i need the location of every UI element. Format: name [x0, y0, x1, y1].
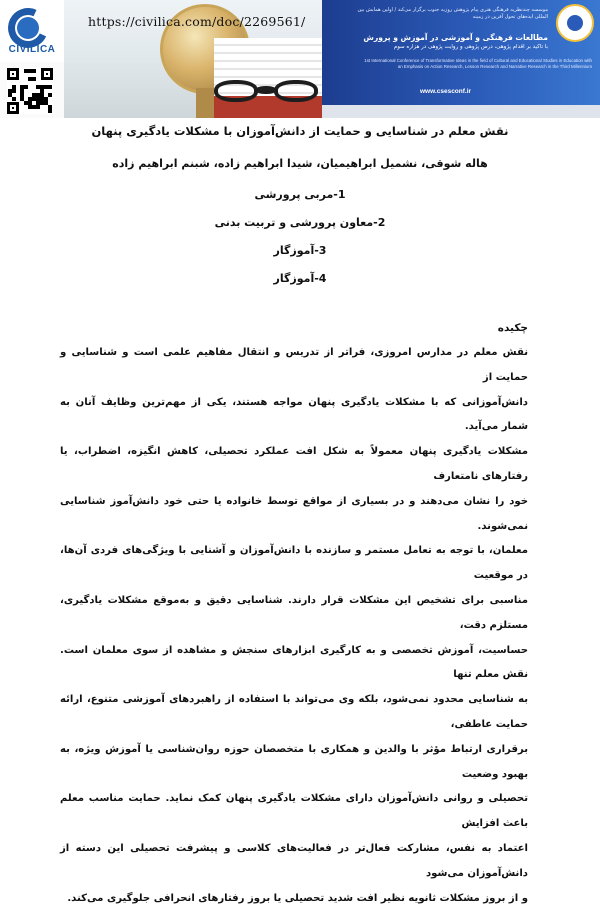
document-url[interactable]: https://civilica.com/doc/2269561/: [88, 14, 306, 29]
abstract-line: به شناسایی محدود نمی‌شود، بلکه وی می‌تواند با استفاده از راهبردهای آموزشی متنوع، ارائه حمایت عاطفی،: [60, 694, 528, 730]
qr-code-icon: [7, 68, 53, 114]
affiliation-4: 4-آموزگار: [273, 272, 327, 285]
header-banner: [0, 0, 600, 118]
civilica-logo[interactable]: [0, 0, 64, 62]
abstract-line: خود را نشان می‌دهند و در بسیاری از مواقع توسط خانواده یا حتی خود دانش‌آموز شناسایی نمی‌شوند.: [60, 495, 528, 532]
abstract-line: برقراری ارتباط مؤثر با والدین و همکاری با متخصصان حوزه روان‌شناسی یا آموزش ویژه، به بهبود وضعیت: [60, 743, 528, 780]
abstract-line: اعتماد به نفس، مشارکت فعال‌تر در فعالیت‌های کلاسی و پیشرفت تحصیلی این دسته از دانش‌آموزان می‌شود: [60, 842, 528, 879]
globe-stand: [196, 88, 214, 118]
conference-seal-icon: [556, 4, 594, 42]
paper-title: نقش معلم در شناسایی و حمایت از دانش‌آموزان با مشکلات یادگیری پنهان: [91, 124, 509, 138]
abstract-heading: چکیده: [497, 322, 528, 334]
conference-website[interactable]: www.csesconf.ir: [420, 88, 472, 95]
conference-title-main: مطالعات فرهنگی و آموزشی در آموزش و پرورش: [363, 33, 548, 42]
conference-title: [328, 33, 548, 51]
abstract-line: مناسبی برای تشخیص این مشکلات قرار دارند. شناسایی دقیق و به‌موقع مشکلات یادگیری، مستلزم دقت،: [60, 594, 528, 631]
abstract-line: تحصیلی و روانی دانش‌آموزان دارای مشکلات یادگیری پنهان کمک نماید. حمایت مناسب معلم باعث افزایش: [60, 793, 528, 830]
banner-strip: [322, 105, 600, 118]
glasses-image: [214, 80, 324, 106]
abstract-line: دانش‌آموزانی که با مشکلات یادگیری پنهان مواجه هستند، یکی از مهم‌ترین وظایف آنان به شمار می‌آید.: [60, 396, 528, 433]
affiliation-3: 3-آموزگار: [273, 244, 327, 257]
abstract-line: معلمان، با توجه به تعامل مستمر و سازنده با دانش‌آموزان و آشنایی با ویژگی‌های فردی آن‌ها، در موقعیت: [60, 545, 528, 582]
conference-banner: [322, 0, 600, 105]
affiliation-2: 2-معاون پرورشی و تربیت بدنی: [214, 216, 386, 229]
civilica-logo-text: CIVILICA: [8, 44, 56, 55]
conference-english-title: 1st International Conference of Transformative Ideas in the field of Cultural and Educational Studies in Education with an Emphasis on Action Research, Lesson Research and Narrative Research in the Third Millennium: [364, 58, 592, 69]
abstract-line: حساسیت، آموزش تخصصی و به کارگیری ابزارهای سنجش و مشاهده از سوی معلمان است. نقش معلم تنها: [60, 644, 528, 681]
abstract-line: مشکلات یادگیری پنهان معمولاً به شکل افت عملکرد تحصیلی، کاهش انگیزه، اضطراب، یا رفتارهای نامتعارف: [60, 446, 528, 482]
conference-organizer-text: موسسه چندنظریه فرهنگی هنری پیام پژوهش روزبه جنوب برگزار می‌کند / اولین همایش بین المللی ایده‌های تحول آفرین در زمینه: [357, 7, 548, 20]
abstract-body: [60, 341, 528, 911]
civilica-dot-icon: [17, 17, 39, 39]
abstract-line: و از بروز مشکلات ثانویه نظیر افت شدید تحصیلی یا بروز رفتارهای انحرافی جلوگیری می‌کند.: [67, 892, 528, 904]
affiliation-1: 1-مربی پرورشی: [254, 188, 346, 201]
paper-authors: هاله شوقی، نشمیل ابراهیمیان، شیدا ابراهیم زاده، شبنم ابراهیم زاده: [112, 157, 488, 170]
abstract-line: نقش معلم در مدارس امروزی، فراتر از تدریس و انتقال مفاهیم علمی است و شناسایی و حمایت از: [60, 347, 528, 383]
conference-subtitle: با تاکید بر اقدام پژوهی، درس پژوهی و روایت پژوهی در هزاره سوم: [393, 44, 548, 50]
